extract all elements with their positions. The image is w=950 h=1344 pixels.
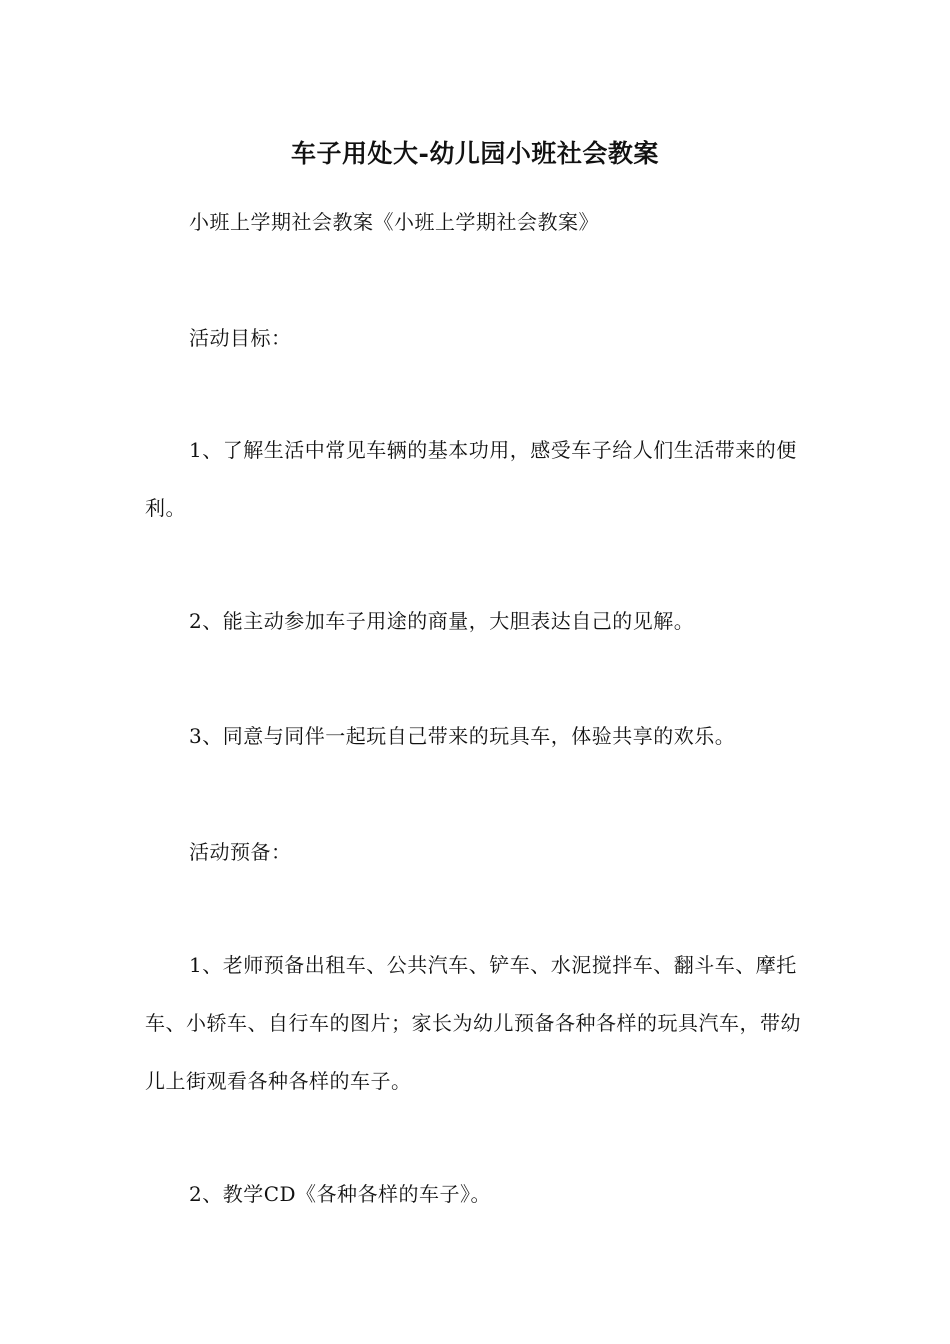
document-title: 车子用处大-幼儿园小班社会教案 (291, 139, 659, 168)
paragraph-subtitle: 小班上学期社会教案《小班上学期社会教案》 (189, 210, 599, 234)
paragraph-objective-1: 1、了解生活中常见车辆的基本功用，感受车子给人们生活带来的便利。 (145, 438, 797, 520)
paragraph-preparation-heading: 活动预备： (189, 840, 292, 864)
paragraph-preparation-2: 2、教学CD《各种各样的车子》。 (189, 1182, 492, 1206)
paragraph-objective-2: 2、能主动参加车子用途的商量，大胆表达自己的见解。 (189, 609, 695, 633)
paragraph-preparation-1: 1、老师预备出租车、公共汽车、铲车、水泥搅拌车、翻斗车、摩托车、小轿车、自行车的图片；家长为幼儿预备各种各样的玩具汽车，带幼儿上街观看各种各样的车子。 (145, 953, 801, 1093)
paragraph-objective-3: 3、同意与同伴一起玩自己带来的玩具车，体验共享的欢乐。 (189, 724, 736, 748)
paragraph-objectives-heading: 活动目标： (189, 326, 292, 350)
